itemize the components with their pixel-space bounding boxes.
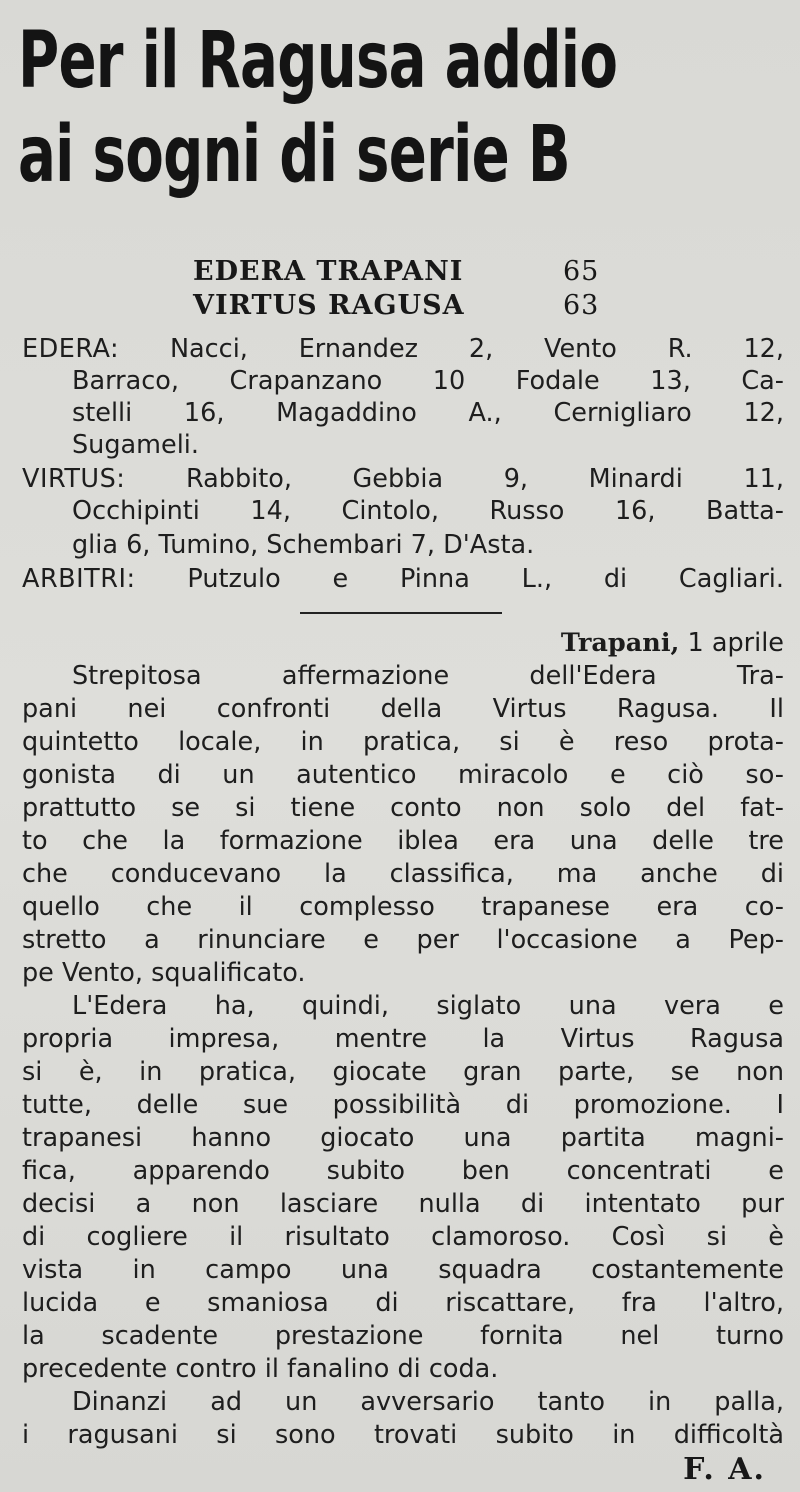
article-line: pani nei confronti della Virtus Ragusa. Il: [22, 694, 784, 724]
article-line: trapanesi hanno giocato una partita magni-: [22, 1123, 784, 1153]
article-line: gonista di un autentico miracolo e ciò so-: [22, 760, 784, 790]
article-line: Dinanzi ad un avversario tanto in palla,: [72, 1387, 784, 1417]
lineup-edera-line-1: EDERA: Nacci, Ernandez 2, Vento R. 12,: [22, 334, 784, 364]
headline-line-1: Per il Ragusa addio: [18, 16, 618, 106]
article-line: lucida e smaniosa di riscattare, fra l'altro,: [22, 1288, 784, 1318]
lineup-virtus-line-2: Occhipinti 14, Cintolo, Russo 16, Batta-: [72, 496, 784, 526]
score-away: [193, 290, 623, 321]
home-points: 65: [563, 256, 600, 287]
article-line: vista in campo una squadra costantemente: [22, 1255, 784, 1285]
lineup-edera-line-3: stelli 16, Magaddino A., Cernigliaro 12,: [72, 398, 784, 428]
lineup-virtus-label: VIRTUS:: [22, 464, 126, 494]
article-line: la scadente prestazione fornita nel turno: [22, 1321, 784, 1351]
lineup-edera-line-2: Barraco, Crapanzano 10 Fodale 13, Ca-: [72, 366, 784, 396]
away-team: VIRTUS RAGUSA: [193, 290, 465, 321]
lineup-edera-label: EDERA:: [22, 334, 120, 364]
article-line: Strepitosa affermazione dell'Edera Tra-: [72, 661, 784, 691]
article-line: tutte, delle sue possibilità di promozione. I: [22, 1090, 784, 1120]
referees-line: ARBITRI: Putzulo e Pinna L., di Cagliari.: [22, 564, 784, 594]
referees-label: ARBITRI:: [22, 564, 136, 594]
article-line: che conducevano la classifica, ma anche di: [22, 859, 784, 889]
separator-rule: [300, 612, 502, 614]
article-line: pe Vento, squalificato.: [22, 958, 306, 988]
headline: [18, 14, 618, 202]
dateline-date: 1 aprile: [679, 628, 784, 658]
article-line: decisi a non lasciare nulla di intentato pur: [22, 1189, 784, 1219]
home-team: EDERA TRAPANI: [193, 256, 464, 287]
away-points: 63: [563, 290, 600, 321]
article-line: fica, apparendo subito ben concentrati e: [22, 1156, 784, 1186]
article-line: di cogliere il risultato clamoroso. Così si è: [22, 1222, 784, 1252]
article-line: si è, in pratica, giocate gran parte, se non: [22, 1057, 784, 1087]
article-line: to che la formazione iblea era una delle tre: [22, 826, 784, 856]
article-line: i ragusani si sono trovati subito in difficoltà: [22, 1420, 784, 1450]
dateline: [561, 627, 784, 659]
dateline-place: Trapani,: [560, 628, 680, 658]
article-line: quello che il complesso trapanese era co-: [22, 892, 784, 922]
lineup-virtus-line-1: VIRTUS: Rabbito, Gebbia 9, Minardi 11,: [22, 464, 784, 494]
article-line: prattutto se si tiene conto non solo del fat-: [22, 793, 784, 823]
headline-line-2: ai sogni di serie B: [18, 110, 570, 200]
score-home: [193, 256, 623, 287]
article-line: stretto a rinunciare e per l'occasione a Pep-: [22, 925, 784, 955]
article-line: precedente contro il fanalino di coda.: [22, 1354, 499, 1384]
lineup-virtus-line-3: glia 6, Tumino, Schembari 7, D'Asta.: [72, 530, 535, 560]
lineup-edera-line-4: Sugameli.: [72, 430, 199, 460]
article-line: propria impresa, mentre la Virtus Ragusa: [22, 1024, 784, 1054]
article-line: L'Edera ha, quindi, siglato una vera e: [72, 991, 784, 1021]
author-signature: F. A.: [683, 1452, 766, 1487]
article-line: quintetto locale, in pratica, si è reso prota-: [22, 727, 784, 757]
